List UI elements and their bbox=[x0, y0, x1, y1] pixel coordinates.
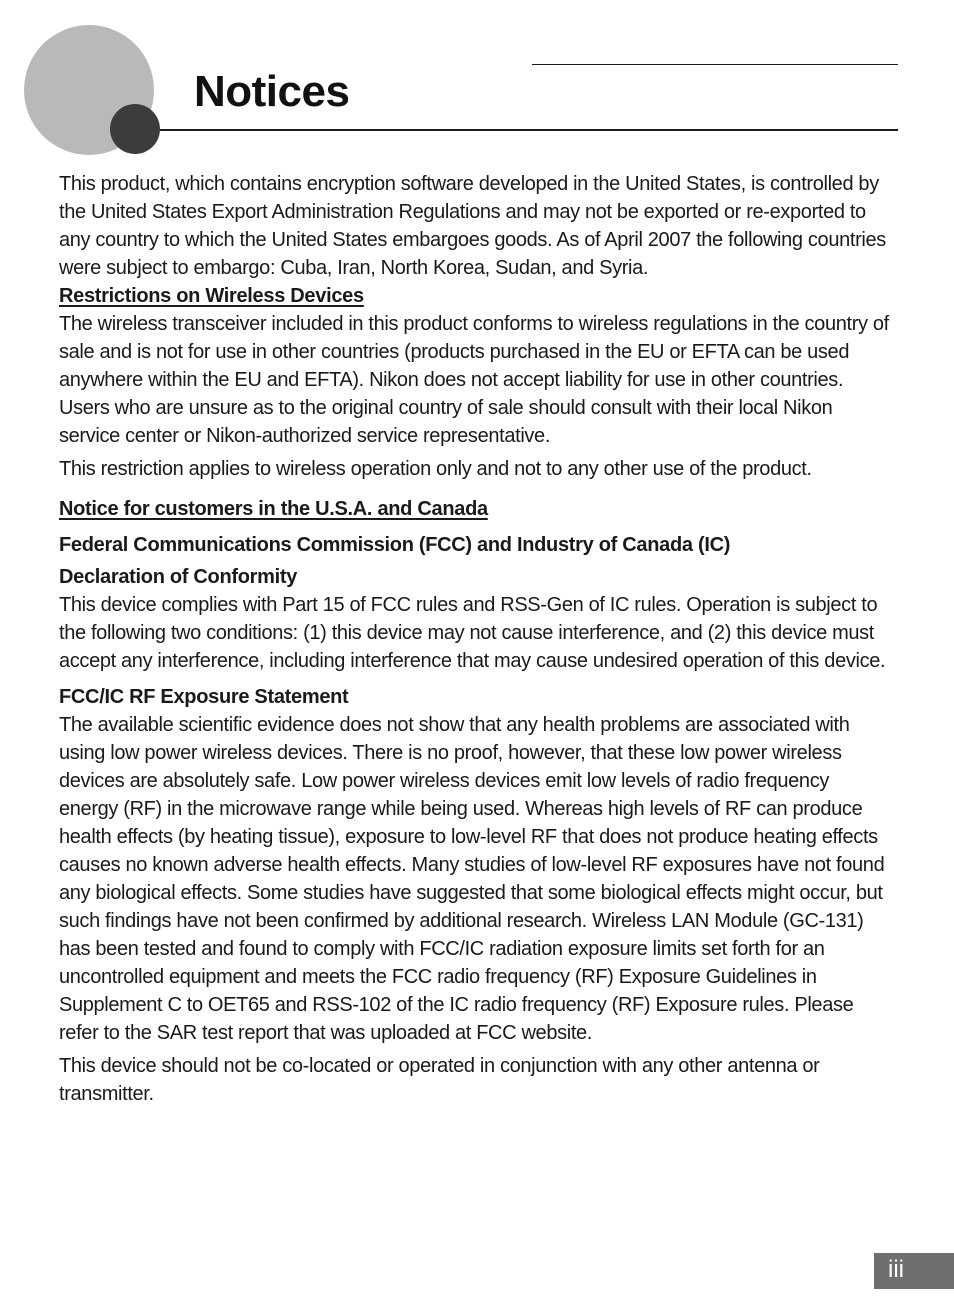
rf-exposure-heading: FCC/IC RF Exposure Statement bbox=[59, 686, 349, 708]
page-number: iii bbox=[888, 1256, 904, 1283]
usa-canada-notice-heading: Notice for customers in the U.S.A. and Canada bbox=[59, 498, 488, 520]
page-title: Notices bbox=[194, 67, 350, 116]
rf-exposure-paragraph: The available scientific evidence does not show that any health problems are associated with using low power wireless devices. There is no proof, however, that these low power wireless devices are absolutely safe. Low power wireless devices emit low levels of radio frequency energy (RF) in the microwave range while being used. Whereas high levels of RF can produce health effects (by heating tissue), exposure to low-level RF that does not produce heating effects causes no known adverse health effects. Many studies of low-level RF exposures have not found any biological effects. Some studies have suggested that some biological effects might occur, but such findings have not been confirmed by additional research. Wireless LAN Module (GC-131) has been tested and found to comply with FCC/IC radiation exposure limits set forth for an uncontrolled equipment and meets the FCC radio frequency (RF) Exposure Guidelines in Supplement C to OET65 and RSS-102 of the IC radio frequency (RF) Exposure rules. Please refer to the SAR test report that was uploaded at FCC website. bbox=[59, 714, 885, 1044]
fcc-ic-heading-line2: Declaration of Conformity bbox=[59, 566, 298, 588]
fcc-ic-conformity-paragraph: This device complies with Part 15 of FCC rules and RSS-Gen of IC rules. Operation is subject to the following two conditions: (1) this device may not cause interference, and (2) this device must accept any interference, including interference that may cause undesired operation of this device. bbox=[59, 594, 886, 672]
header-title-rule bbox=[160, 129, 898, 131]
wireless-restrictions-paragraph: The wireless transceiver included in this product conforms to wireless regulations in the country of sale and is not for use in other countries (products purchased in the EU or EFTA can be used anywhere within the EU and EFTA). Nikon does not accept liability for use in other countries. Users who are unsure as to the original country of sale should consult with their local Nikon service center or Nikon-authorized service representative. bbox=[59, 313, 889, 447]
fcc-ic-heading-line1: Federal Communications Commission (FCC) and Industry of Canada (IC) bbox=[59, 534, 731, 556]
colocation-paragraph: This device should not be co-located or operated in conjunction with any other antenna or transmitter. bbox=[59, 1055, 820, 1105]
export-notice-paragraph: This product, which contains encryption software developed in the United States, is controlled by the United States Export Administration Regulations and may not be exported or re-exported to any country to which the United States embargoes goods. As of April 2007 the following countries were subject to embargo: Cuba, Iran, North Korea, Sudan, and Syria. bbox=[59, 173, 886, 279]
notices-content bbox=[59, 170, 893, 1108]
header-decoration-small-circle bbox=[110, 104, 160, 154]
wireless-restriction-scope-paragraph: This restriction applies to wireless operation only and not to any other use of the product. bbox=[59, 458, 812, 480]
wireless-restrictions-heading: Restrictions on Wireless Devices bbox=[59, 285, 364, 307]
page-number-tab bbox=[874, 1253, 954, 1289]
header-top-rule bbox=[532, 64, 898, 65]
